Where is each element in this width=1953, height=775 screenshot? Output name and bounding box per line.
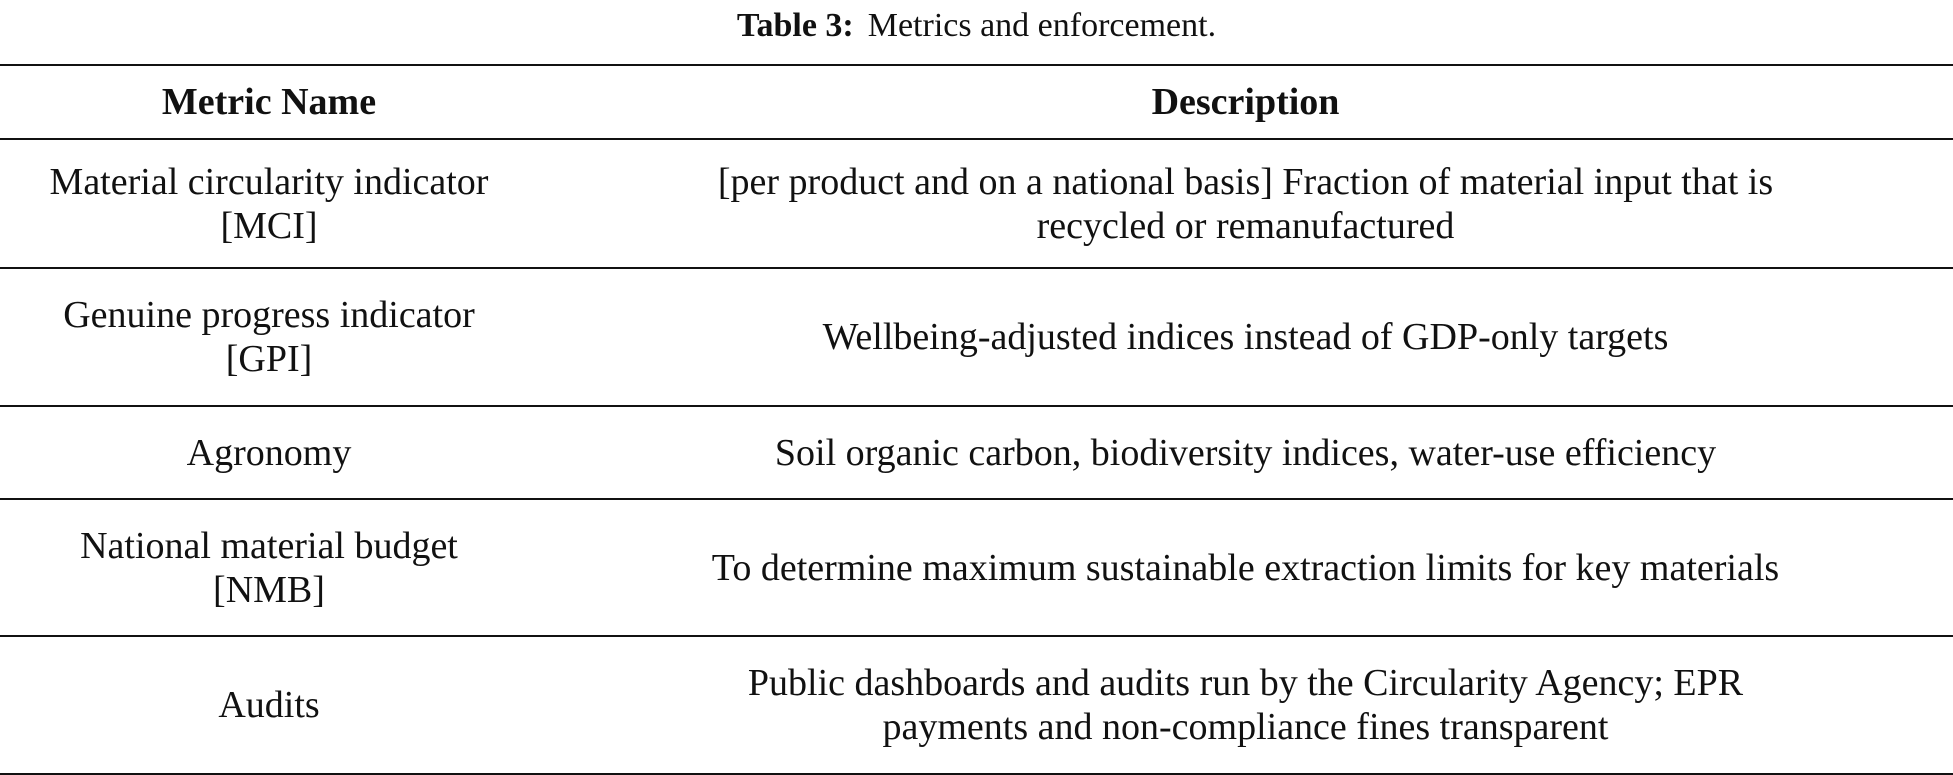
table-row — [0, 406, 1953, 499]
table-row — [0, 499, 1953, 636]
description-line: recycled or remanufactured — [1036, 204, 1455, 247]
table-row — [0, 268, 1953, 406]
description-line: Wellbeing-adjusted indices instead of GDP-only targets — [822, 316, 1669, 358]
metric-name-cell — [0, 406, 538, 499]
description-line: Soil organic carbon, biodiversity indices, water-use efficiency — [774, 431, 1717, 474]
metric-name-cell — [0, 139, 538, 268]
table-row — [0, 636, 1953, 774]
description-line: Public dashboards and audits run by the Circularity Agency; EPR — [747, 662, 1744, 704]
metric-name-line: [GPI] — [225, 338, 313, 380]
metric-name-line: Material circularity indicator — [49, 160, 489, 203]
description-cell — [538, 636, 1953, 774]
header-row — [0, 65, 1953, 139]
description-cell — [538, 406, 1953, 499]
metric-name-cell — [0, 636, 538, 774]
header-description: Description — [538, 65, 1953, 139]
metric-name-line: Agronomy — [186, 431, 352, 474]
metric-name-line: [MCI] — [220, 204, 318, 247]
metric-name-line: [NMB] — [213, 568, 325, 611]
description-line: To determine maximum sustainable extraction limits for key materials — [711, 546, 1780, 589]
header-metric-name: Metric Name — [0, 65, 538, 139]
metrics-table — [0, 64, 1953, 775]
table-caption — [0, 0, 1953, 52]
description-cell — [538, 268, 1953, 406]
description-cell — [538, 139, 1953, 268]
caption-text: Metrics and enforcement. — [867, 7, 1217, 44]
description-line: payments and non-compliance fines transparent — [882, 706, 1609, 748]
metric-name-line: National material budget — [80, 524, 458, 567]
metric-name-line: Audits — [218, 684, 320, 726]
description-cell — [538, 499, 1953, 636]
caption-label: Table 3: — [736, 7, 854, 44]
table-row — [0, 139, 1953, 268]
metric-name-cell — [0, 499, 538, 636]
metric-name-line: Genuine progress indicator — [63, 294, 475, 336]
metric-name-cell — [0, 268, 538, 406]
description-line: [per product and on a national basis] Fraction of material input that is — [717, 160, 1774, 203]
